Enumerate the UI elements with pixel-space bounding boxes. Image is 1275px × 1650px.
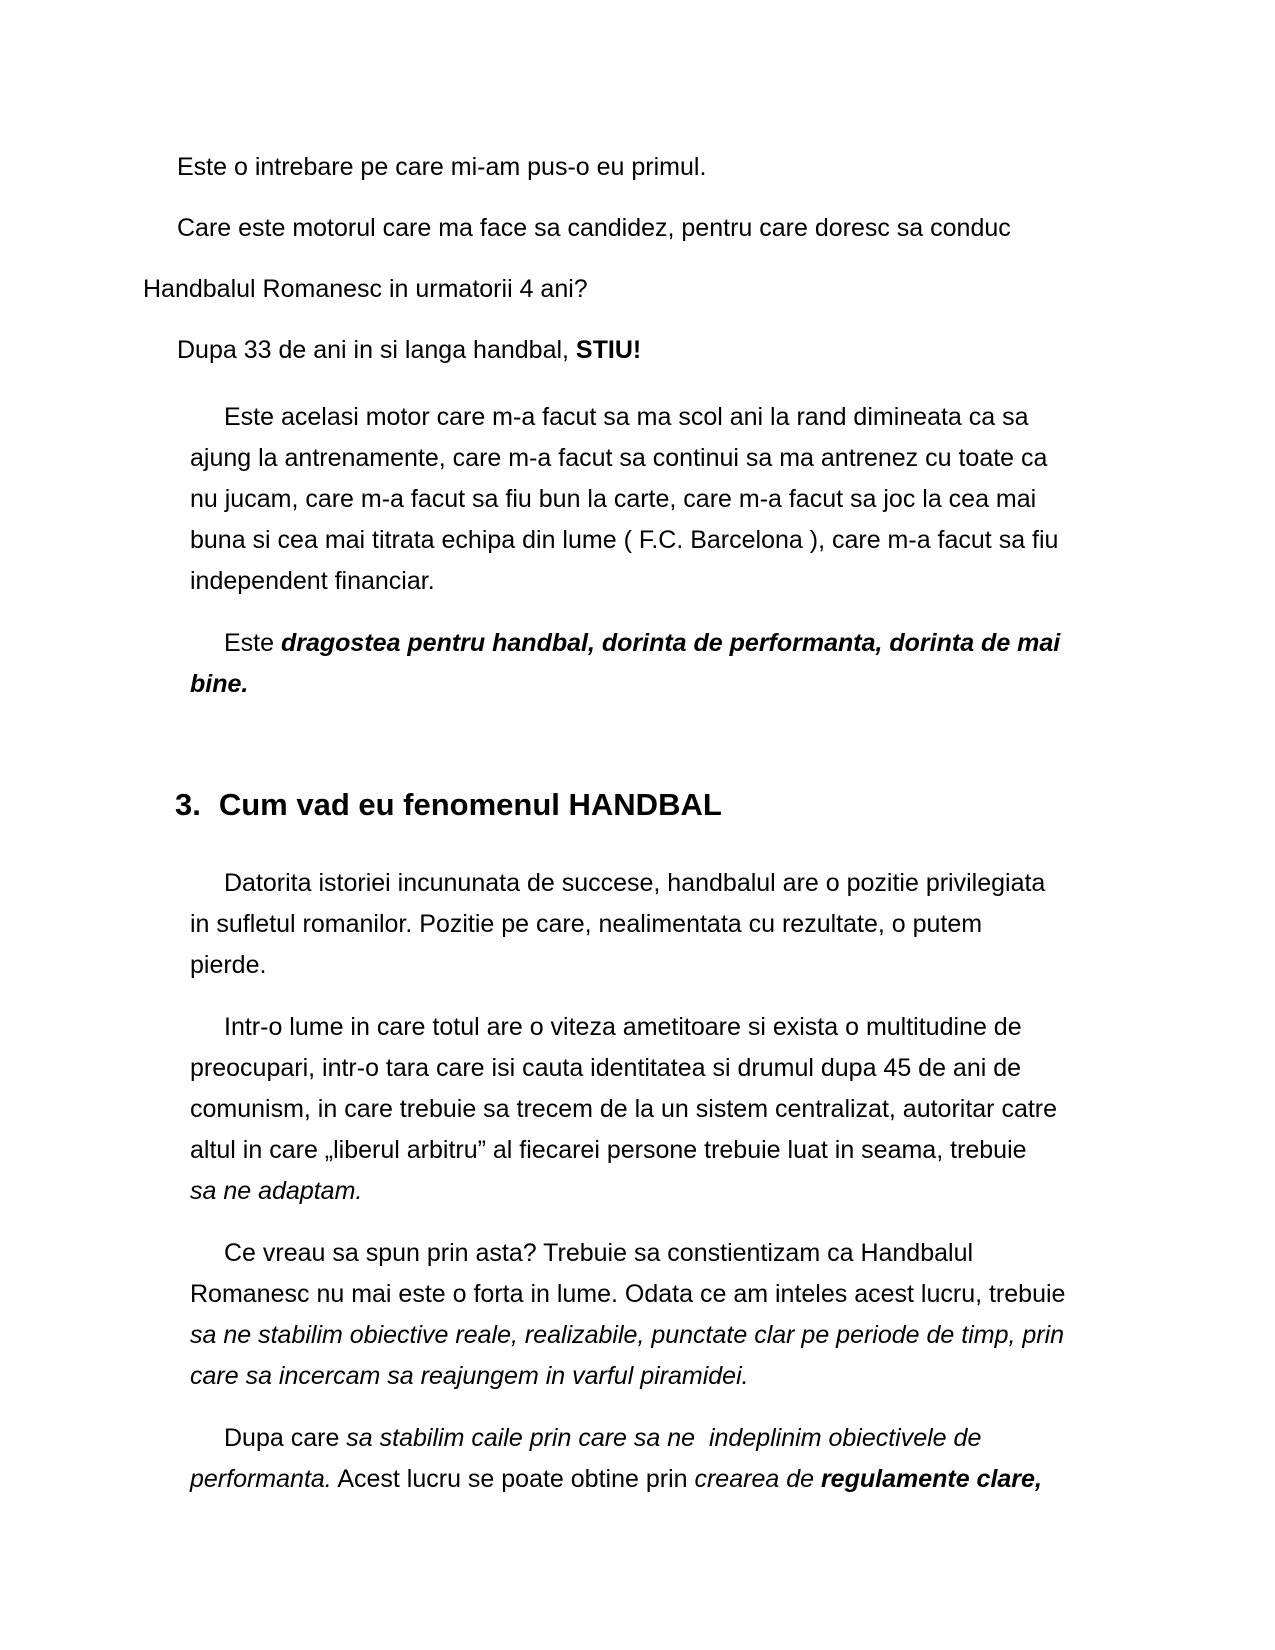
text-line [143, 137, 1203, 198]
text-run: comunism, in care trebuie sa trecem de la un sistem centralizat, autoritar catre [190, 1095, 1058, 1123]
text-line [190, 1459, 1203, 1500]
text-run: sa stabilim caile prin care sa ne indeplinim obiectivele de [346, 1424, 982, 1452]
text-line [190, 1048, 1203, 1089]
text-line [143, 259, 1203, 320]
paragraph [143, 320, 1203, 381]
text-run: altul in care „liberul arbitru” al fiecarei persone trebuie luat in seama, trebuie [190, 1136, 1027, 1164]
text-line [190, 623, 1203, 664]
text-line [190, 945, 1203, 986]
text-run: ajung la antrenamente, care m-a facut sa continui sa ma antrenez cu toate ca [190, 444, 1048, 472]
text-run: Dupa care [224, 1424, 347, 1452]
text-run: crearea de [694, 1465, 821, 1493]
text-run: Este o intrebare pe care mi-am pus-o eu primul. [177, 153, 707, 181]
text-run: nu jucam, care m-a facut sa fiu bun la carte, care m-a facut sa joc la cea mai [190, 485, 1037, 513]
text-run: Handbalul Romanesc in urmatorii 4 ani? [143, 275, 588, 303]
text-line [190, 438, 1203, 479]
text-line [190, 1356, 1203, 1397]
text-line [190, 1007, 1203, 1048]
text-run: preocupari, intr-o tara care isi cauta identitatea si drumul dupa 45 de ani de [190, 1054, 1022, 1082]
paragraph [143, 198, 1203, 320]
text-run: pierde. [190, 951, 267, 979]
text-run: dragostea pentru handbal, dorinta de performanta, dorinta de mai [280, 629, 1061, 657]
text-line [190, 863, 1203, 904]
text-line [190, 520, 1203, 561]
paragraph [190, 1007, 1203, 1212]
text-run: Acest lucru se poate obtine prin [331, 1465, 695, 1493]
text-run: Romanesc nu mai este o forta in lume. Odata ce am inteles acest lucru, trebuie [190, 1280, 1066, 1308]
text-line [190, 479, 1203, 520]
text-line [190, 1274, 1203, 1315]
text-run: Intr-o lume in care totul are o viteza ametitoare si exista o multitudine de [224, 1013, 1022, 1041]
text-run: sa ne stabilim obiective reale, realizabile, punctate clar pe periode de timp, prin [190, 1321, 1065, 1349]
text-line [190, 397, 1203, 438]
text-line [190, 1233, 1203, 1274]
text-line [190, 664, 1203, 705]
text-run: in sufletul romanilor. Pozitie pe care, nealimentata cu rezultate, o putem [190, 910, 983, 938]
text-run: regulamente clare, [820, 1465, 1042, 1493]
section-heading [175, 775, 1203, 835]
paragraph [143, 137, 1203, 198]
text-line [143, 320, 1203, 381]
text-run: care sa incercam sa reajungem in varful piramidei. [190, 1362, 749, 1390]
text-run: sa ne adaptam. [190, 1177, 363, 1205]
text-run: independent financiar. [190, 567, 435, 595]
text-line [190, 561, 1203, 602]
text-run: Este [224, 629, 281, 657]
paragraph [190, 1418, 1203, 1500]
paragraph [190, 863, 1203, 986]
text-run: performanta. [190, 1465, 332, 1493]
text-run: Datorita istoriei incununata de succese, handbalul are o pozitie privilegiata [224, 869, 1046, 897]
paragraph [190, 1233, 1203, 1397]
text-run: buna si cea mai titrata echipa din lume ( F.C. Barcelona ), care m-a facut sa fiu [190, 526, 1059, 554]
text-line [190, 1171, 1203, 1212]
text-run: Care este motorul care ma face sa candidez, pentru care doresc sa conduc [177, 214, 1011, 242]
text-line [190, 1315, 1203, 1356]
text-run: bine. [190, 670, 249, 698]
paragraph [190, 397, 1203, 602]
text-run: Este acelasi motor care m-a facut sa ma scol ani la rand dimineata ca sa [224, 403, 1029, 431]
text-run: Ce vreau sa spun prin asta? Trebuie sa constientizam ca Handbalul [224, 1239, 974, 1267]
text-line [190, 1130, 1203, 1171]
document-body [143, 137, 1203, 1500]
text-line [190, 1418, 1203, 1459]
heading-text: Cum vad eu fenomenul HANDBAL [218, 787, 722, 822]
paragraph [190, 623, 1203, 705]
text-line [143, 198, 1203, 259]
heading-number: 3. [175, 787, 201, 822]
text-run: Dupa 33 de ani in si langa handbal, [177, 336, 576, 364]
text-line [190, 1089, 1203, 1130]
text-line [190, 904, 1203, 945]
text-run: STIU! [575, 336, 642, 364]
